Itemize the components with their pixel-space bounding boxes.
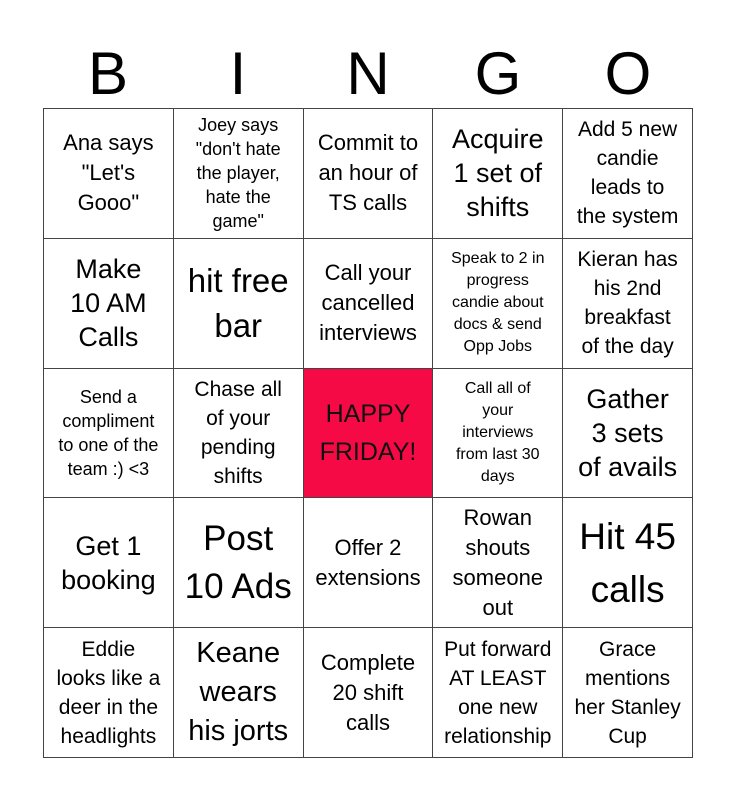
bingo-cell[interactable] (563, 239, 693, 369)
cell-text: Hit 45 calls (579, 515, 676, 610)
bingo-cell[interactable] (174, 369, 304, 499)
cell-text: Keane wears his jorts (188, 637, 289, 748)
bingo-cell[interactable] (44, 239, 174, 369)
header-letter-n: N (346, 40, 390, 107)
cell-text: Rowan shouts someone out (452, 504, 544, 620)
header-letter-g: G (474, 40, 522, 107)
bingo-cell[interactable] (174, 109, 304, 239)
bingo-cell[interactable] (563, 498, 693, 628)
cell-text: Call your cancelled interviews (319, 260, 417, 346)
cell-text: Complete 20 shift calls (320, 649, 416, 735)
bingo-cell[interactable] (563, 109, 693, 239)
bingo-cell[interactable] (433, 369, 563, 499)
cell-text: Eddie looks like a deer in the headlights (56, 637, 161, 748)
cell-text: Post 10 Ads (184, 518, 292, 606)
bingo-cell[interactable] (304, 109, 434, 239)
bingo-cell[interactable] (433, 498, 563, 628)
cell-text: hit free bar (187, 262, 289, 345)
cell-text: Send a compliment to one of the team :) <3 (58, 386, 159, 479)
bingo-cell[interactable] (563, 369, 693, 499)
free-space-text: HAPPY FRIDAY! (319, 399, 417, 466)
bingo-header (43, 40, 693, 108)
bingo-cell[interactable] (44, 628, 174, 758)
bingo-cell[interactable] (44, 369, 174, 499)
bingo-cell[interactable] (44, 109, 174, 239)
cell-text: Acquire 1 set of shifts (452, 124, 544, 223)
cell-text: Add 5 new candie leads to the system (576, 118, 679, 229)
cell-text: Offer 2 extensions (315, 534, 421, 590)
bingo-cell[interactable] (44, 498, 174, 628)
bingo-cell[interactable] (304, 239, 434, 369)
bingo-cell[interactable] (433, 628, 563, 758)
bingo-cell[interactable] (174, 239, 304, 369)
cell-text: Kieran has his 2nd breakfast of the day (577, 248, 678, 359)
bingo-grid (43, 108, 693, 758)
cell-text: Commit to an hour of TS calls (317, 130, 419, 216)
cell-text: Chase all of your pending shifts (194, 377, 282, 488)
cell-text: Put forward AT LEAST one new relationship (444, 637, 552, 748)
cell-text: Speak to 2 in progress candie about docs & send Opp Jobs (451, 250, 545, 356)
header-letter-o: O (604, 40, 652, 107)
bingo-cell[interactable] (174, 628, 304, 758)
header-letter-i: I (229, 40, 247, 107)
cell-text: Grace mentions her Stanley Cup (574, 637, 681, 748)
bingo-cell[interactable] (433, 109, 563, 239)
cell-text: Joey says "don't hate the player, hate the game" (195, 115, 281, 232)
bingo-cell[interactable] (433, 239, 563, 369)
bingo-cell[interactable] (304, 498, 434, 628)
bingo-cell[interactable] (174, 498, 304, 628)
cell-text: Gather 3 sets of avails (578, 383, 678, 482)
bingo-cell[interactable] (304, 628, 434, 758)
header-letter-b: B (87, 40, 129, 107)
free-space-cell[interactable] (304, 369, 434, 499)
cell-text: Ana says "Let's Gooo" (63, 130, 154, 216)
bingo-cell[interactable] (563, 628, 693, 758)
cell-text: Make 10 AM Calls (70, 254, 147, 353)
cell-text: Get 1 booking (61, 530, 156, 595)
cell-text: Call all of your interviews from last 30 days (455, 379, 540, 485)
